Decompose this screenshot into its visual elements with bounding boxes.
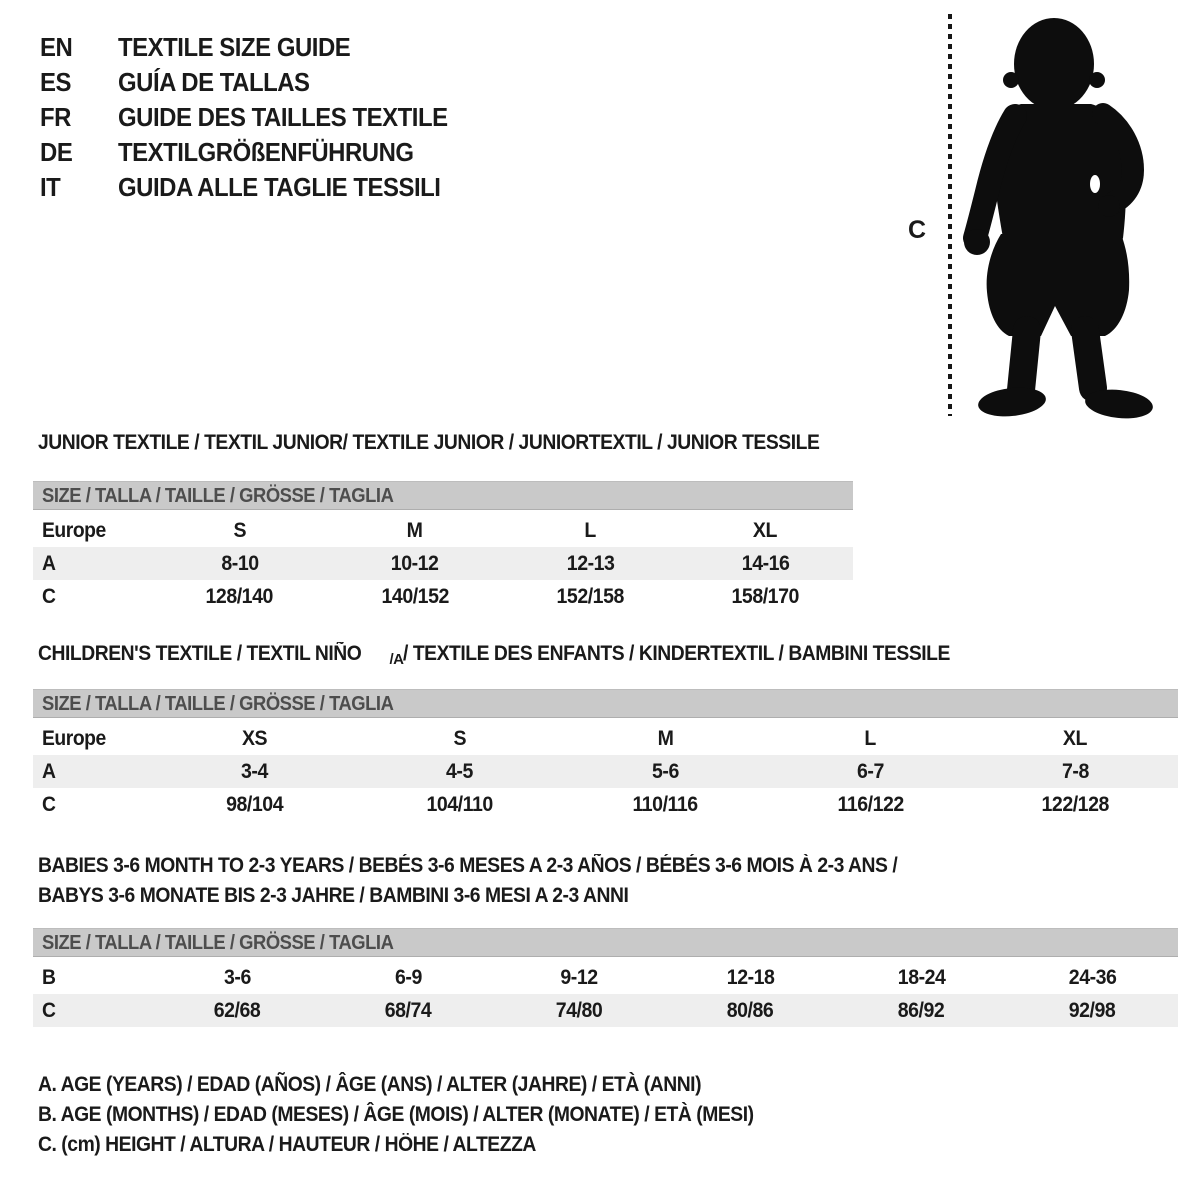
value-cell — [327, 547, 502, 580]
cell-value: 104/110 — [426, 793, 493, 816]
language-row — [40, 100, 476, 135]
language-title-list — [40, 30, 476, 205]
value-cell — [327, 514, 502, 547]
value-cell — [973, 788, 1178, 821]
section-titles — [38, 643, 1178, 689]
cell-value: 12-13 — [566, 552, 614, 575]
footnote-text: A. AGE (YEARS) / EDAD (AÑOS) / ÂGE (ANS) / ALTER (JAHRE) / ETÀ (ANNI) — [38, 1073, 702, 1096]
cell-value: S — [233, 519, 246, 542]
table-row — [33, 580, 853, 613]
size-table — [33, 514, 853, 613]
footnote-text: B. AGE (MONTHS) / EDAD (MESES) / ÂGE (MOIS) / ALTER (MONATE) / ETÀ (MESI) — [38, 1103, 754, 1126]
cell-value: 68/74 — [385, 999, 432, 1022]
language-title: GUIDE DES TAILLES TEXTILE — [118, 102, 448, 132]
size-section-0 — [33, 432, 853, 613]
value-cell — [562, 755, 767, 788]
language-title: GUIDA ALLE TAGLIE TESSILI — [118, 172, 441, 202]
row-label-cell — [33, 788, 152, 821]
row-label: Europe — [42, 519, 106, 542]
value-cell — [973, 722, 1178, 755]
value-cell — [678, 580, 853, 613]
value-cell — [503, 547, 678, 580]
language-title: TEXTILGRÖßENFÜHRUNG — [118, 137, 414, 167]
cell-value: 6-7 — [856, 760, 884, 783]
cell-value: XL — [1063, 727, 1088, 750]
footnote-line — [38, 1130, 816, 1160]
row-label-cell — [33, 580, 152, 613]
row-label: C — [42, 585, 56, 608]
cell-value: 24-36 — [1068, 966, 1117, 989]
table-row — [33, 547, 853, 580]
size-header-label: SIZE / TALLA / TAILLE / GRÖSSE / TAGLIA — [42, 932, 394, 954]
cell-value: 74/80 — [556, 999, 603, 1022]
cell-value: XL — [753, 519, 778, 542]
row-label: C — [42, 793, 56, 816]
cell-value: 152/158 — [556, 585, 624, 608]
section-title — [38, 643, 1178, 667]
cell-value: 128/140 — [205, 585, 274, 608]
cell-value: 4-5 — [446, 760, 474, 783]
cell-value: 140/152 — [381, 585, 449, 608]
row-label-cell — [33, 994, 152, 1027]
cell-value: 62/68 — [214, 999, 261, 1022]
value-cell — [152, 755, 357, 788]
section-title-text: CHILDREN'S TEXTILE / TEXTIL NIÑO — [38, 642, 362, 665]
cell-value: 12-18 — [726, 966, 775, 989]
value-cell — [357, 722, 562, 755]
value-cell — [503, 580, 678, 613]
row-label: A — [42, 760, 56, 783]
section-title-text: BABIES 3-6 MONTH TO 2-3 YEARS / BEBÉS 3-6 MESES A 2-3 AÑOS / BÉBÉS 3-6 MOIS À 2-3 ANS / — [38, 854, 898, 877]
cell-value: 10-12 — [391, 552, 439, 575]
language-row — [40, 135, 476, 170]
value-cell — [768, 788, 973, 821]
value-cell — [152, 788, 357, 821]
value-cell — [152, 580, 327, 613]
cell-value: 80/86 — [727, 999, 774, 1022]
value-cell — [152, 547, 327, 580]
size-table — [33, 722, 1178, 821]
cell-value: 110/116 — [632, 793, 698, 816]
row-label: A — [42, 552, 56, 575]
value-cell — [357, 755, 562, 788]
value-cell — [494, 994, 665, 1027]
footnote-line — [38, 1100, 816, 1130]
footnotes — [38, 1070, 816, 1160]
section-title — [38, 432, 853, 454]
value-cell — [503, 514, 678, 547]
value-cell — [665, 961, 836, 994]
cell-value: M — [657, 727, 673, 750]
row-label-cell — [33, 961, 152, 994]
cell-value: 18-24 — [897, 966, 946, 989]
cell-value: 14-16 — [741, 552, 790, 575]
value-cell — [323, 994, 494, 1027]
value-cell — [678, 514, 853, 547]
height-measure-label: C — [908, 216, 927, 244]
section-titles — [38, 851, 1178, 928]
language-code: DE — [40, 137, 73, 167]
value-cell — [768, 755, 973, 788]
table-row — [33, 961, 1178, 994]
value-cell — [494, 961, 665, 994]
cell-value: 3-4 — [241, 760, 269, 783]
size-header-bar — [33, 481, 853, 510]
language-code: IT — [40, 172, 61, 202]
cell-value: L — [864, 727, 876, 750]
cell-value: 98/104 — [226, 793, 284, 816]
size-section-1 — [33, 643, 1178, 821]
value-cell — [768, 722, 973, 755]
value-cell — [152, 722, 357, 755]
value-cell — [323, 961, 494, 994]
language-row — [40, 170, 476, 205]
cell-value: 86/92 — [898, 999, 945, 1022]
value-cell — [357, 788, 562, 821]
section-title-text: / TEXTILE DES ENFANTS / KINDERTEXTIL / BAMBINI TESSILE — [403, 642, 951, 665]
row-label-cell — [33, 547, 152, 580]
size-section-2 — [33, 851, 1178, 1027]
cell-value: M — [406, 519, 423, 542]
cell-value: 6-9 — [395, 966, 422, 989]
value-cell — [836, 994, 1007, 1027]
row-label-cell — [33, 722, 152, 755]
value-cell — [678, 547, 853, 580]
row-label: Europe — [42, 727, 106, 750]
height-measure-dashed-line — [948, 14, 952, 416]
cell-value: 8-10 — [221, 552, 259, 575]
cell-value: 5-6 — [651, 760, 679, 783]
cell-value: 116/122 — [837, 793, 904, 816]
cell-value: 122/128 — [1041, 793, 1110, 816]
row-label: C — [42, 999, 56, 1022]
section-title — [38, 881, 1178, 911]
cell-value: 92/98 — [1069, 999, 1116, 1022]
language-row — [40, 65, 476, 100]
language-row — [40, 30, 476, 65]
value-cell — [1007, 961, 1178, 994]
footnote-text: C. (cm) HEIGHT / ALTURA / HAUTEUR / HÖHE / ALTEZZA — [38, 1133, 536, 1156]
table-row — [33, 514, 853, 547]
value-cell — [562, 722, 767, 755]
language-code: ES — [40, 67, 71, 97]
language-code: EN — [40, 32, 73, 62]
table-row — [33, 994, 1178, 1027]
size-header-bar — [33, 928, 1178, 957]
cell-value: S — [453, 727, 467, 750]
value-cell — [973, 755, 1178, 788]
size-header-bar — [33, 689, 1178, 718]
row-label-cell — [33, 514, 152, 547]
value-cell — [327, 580, 502, 613]
cell-value: XS — [242, 727, 268, 750]
section-title-text: /A — [389, 651, 404, 668]
cell-value: 3-6 — [224, 966, 251, 989]
section-title — [38, 851, 1178, 881]
size-header-label: SIZE / TALLA / TAILLE / GRÖSSE / TAGLIA — [42, 693, 394, 715]
cell-value: 158/170 — [731, 585, 800, 608]
language-title: GUÍA DE TALLAS — [118, 67, 310, 97]
cell-value: 9-12 — [560, 966, 599, 989]
section-titles — [38, 432, 853, 481]
section-title-text: BABYS 3-6 MONATE BIS 2-3 JAHRE / BAMBINI 3-6 MESI A 2-3 ANNI — [38, 884, 629, 907]
size-header-label: SIZE / TALLA / TAILLE / GRÖSSE / TAGLIA — [42, 485, 394, 507]
size-table — [33, 961, 1178, 1027]
value-cell — [665, 994, 836, 1027]
value-cell — [152, 514, 327, 547]
language-title: TEXTILE SIZE GUIDE — [118, 32, 351, 62]
value-cell — [152, 994, 323, 1027]
table-row — [33, 788, 1178, 821]
toddler-silhouette-icon — [957, 12, 1162, 422]
value-cell — [836, 961, 1007, 994]
value-cell — [1007, 994, 1178, 1027]
section-title-text: JUNIOR TEXTILE / TEXTIL JUNIOR/ TEXTILE JUNIOR / JUNIORTEXTIL / JUNIOR TESSILE — [38, 431, 820, 454]
footnote-line — [38, 1070, 816, 1100]
value-cell — [152, 961, 323, 994]
row-label: B — [42, 966, 56, 989]
value-cell — [562, 788, 767, 821]
language-code: FR — [40, 102, 71, 132]
row-label-cell — [33, 755, 152, 788]
cell-value: L — [584, 519, 596, 542]
table-row — [33, 722, 1178, 755]
table-row — [33, 755, 1178, 788]
cell-value: 7-8 — [1061, 760, 1089, 783]
